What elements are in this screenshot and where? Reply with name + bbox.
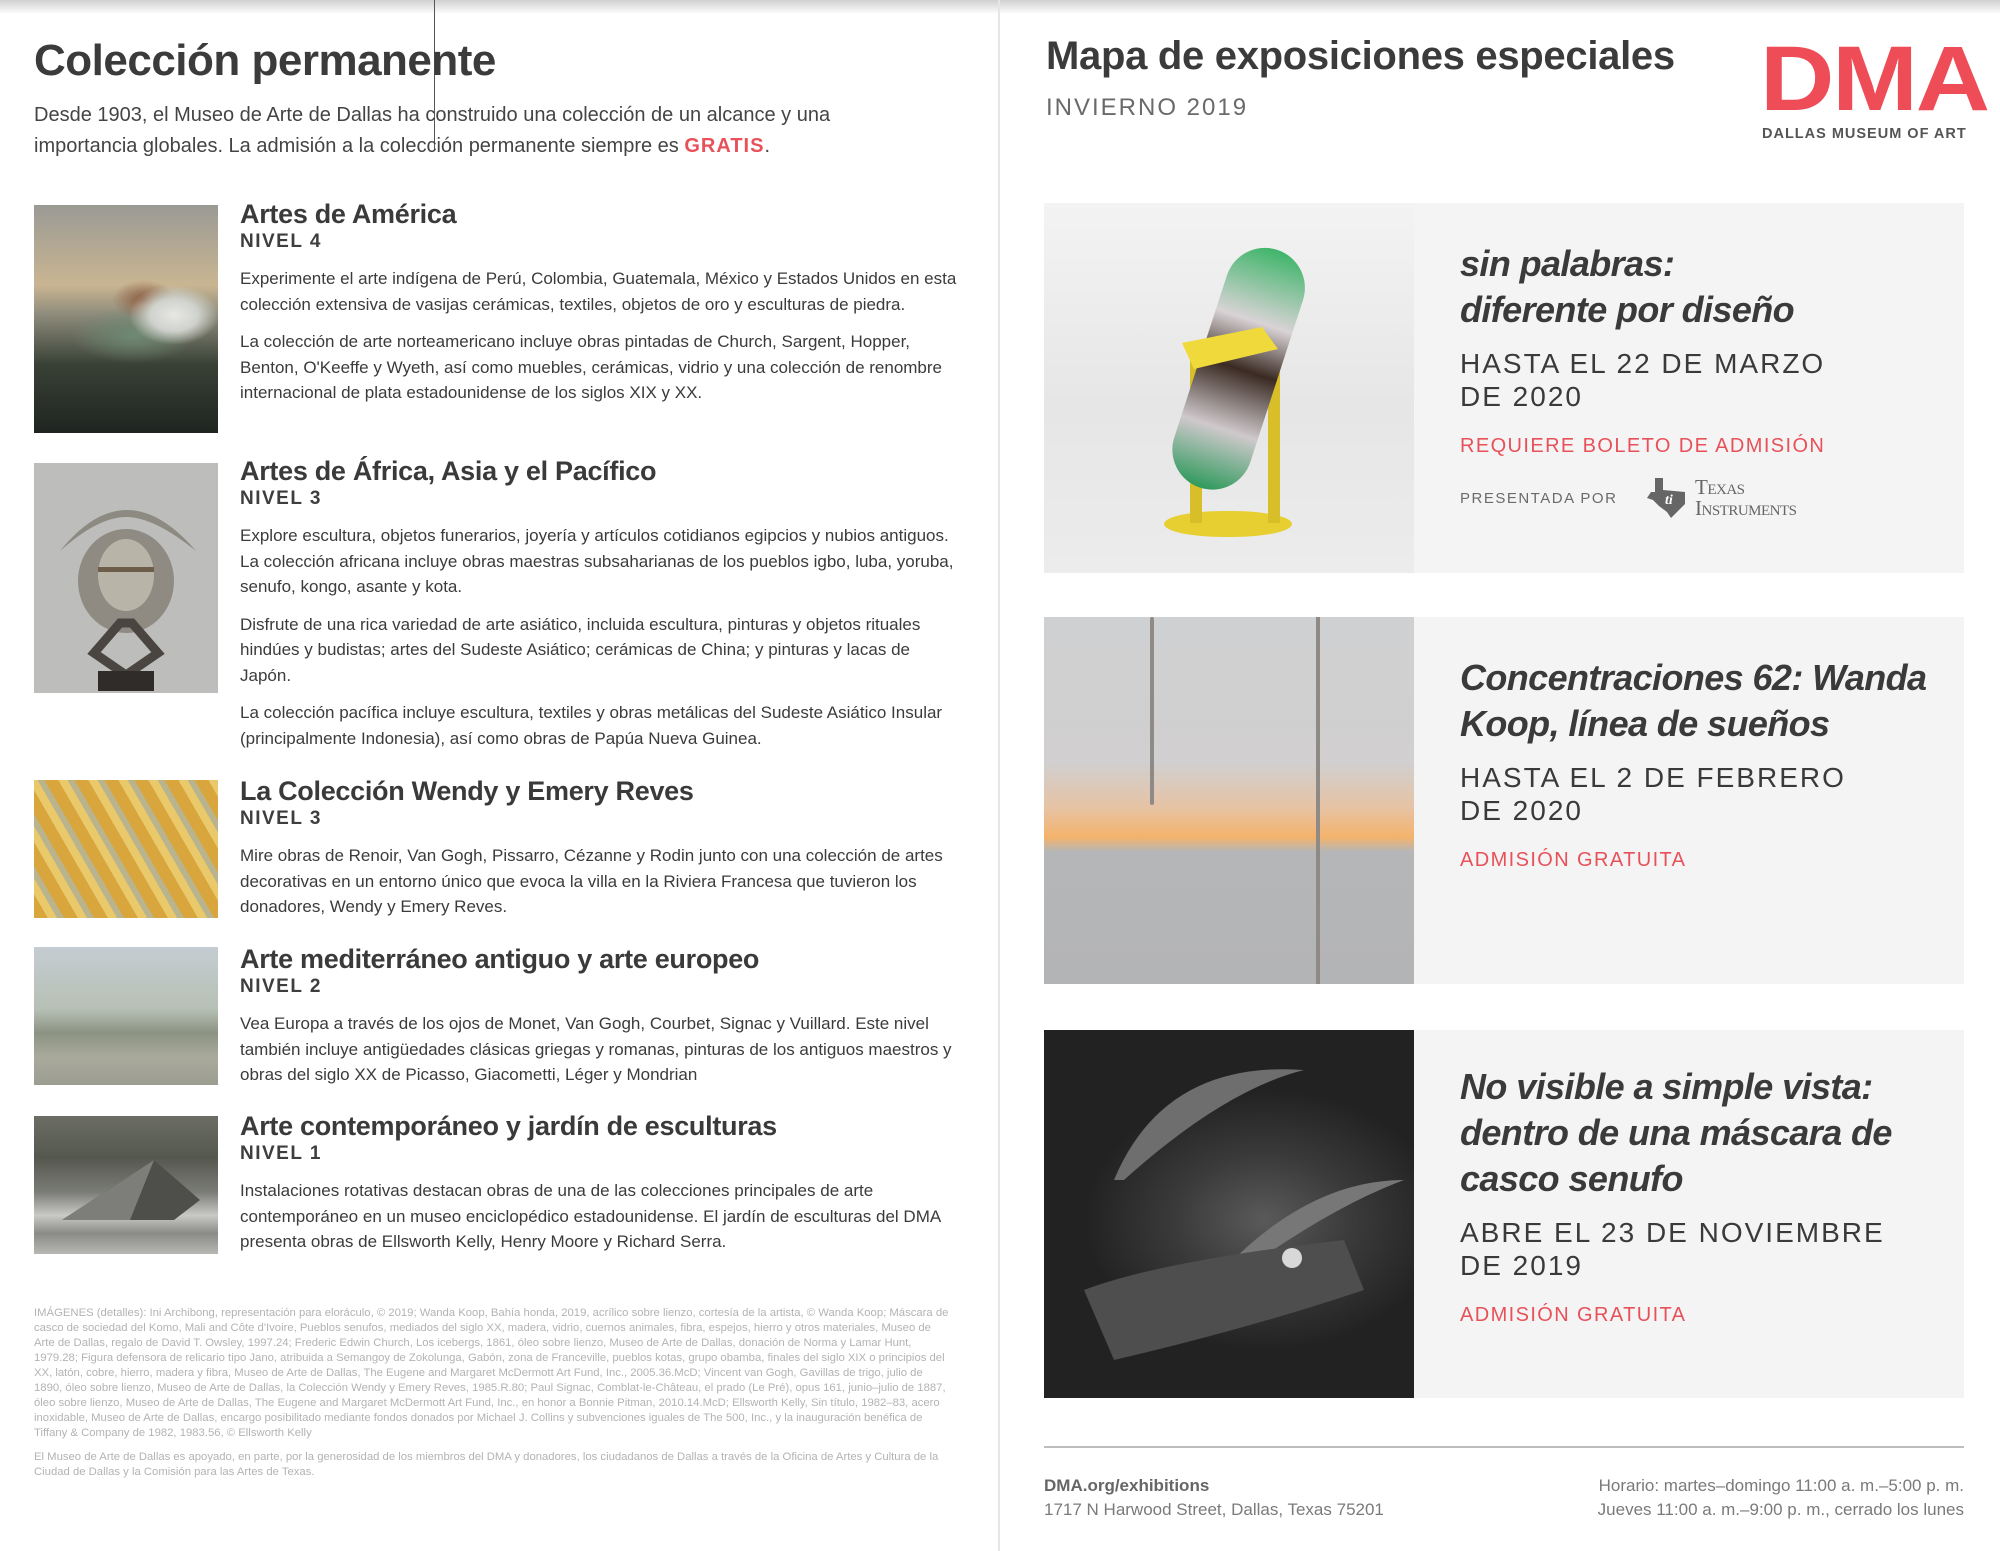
exhibition-card-senufo-mask: [1044, 1030, 1964, 1398]
section-paragraph: Disfrute de una rica variedad de arte asiático, incluida escultura, pinturas y objetos rituales hindúes y budistas; artes del Sudeste Asiático; cerámicas de China; y pinturas y lacas de Japón.: [240, 614, 921, 685]
page-fold: [998, 0, 1000, 1551]
capsule-sculpture-icon: [1044, 203, 1414, 573]
exhibition-title: [1460, 241, 1930, 333]
admission-label: REQUIERE BOLETO DE ADMISIÓN: [1460, 435, 1826, 457]
section-level: NIVEL 1: [240, 1143, 322, 1164]
logo-subtitle: DALLAS MUSEUM OF ART: [1762, 126, 1967, 142]
footer-divider: [1044, 1446, 1964, 1448]
exhibition-title-line: No visible a simple vista:: [1460, 1066, 1873, 1107]
exhibition-card-sin-palabras: [1044, 203, 1964, 573]
section-paragraph: Explore escultura, objetos funerarios, joyería y artículos cotidianos egipcios y nubios antiguos. La colección africana incluye obras maestras subsaharianas de los pueblos igbo, luba, yoruba, senufo, kongo, asante y kota.: [240, 526, 954, 596]
section-level: NIVEL 2: [240, 976, 322, 997]
section-paragraph: Mire obras de Renoir, Van Gogh, Pissarro, Cézanne y Rodin junto con una colección de artes decorativas en un entorno único que evoca la villa en la Riviera Francesa que tuvieron los donadores, Wendy y Emery Reves.: [240, 846, 943, 916]
sponsor-block: [1460, 476, 1930, 520]
thumb-wheat-sheaves-painting: [34, 780, 218, 918]
intro-end: .: [764, 135, 770, 157]
exhibition-date: [1460, 761, 1930, 827]
address: 1717 N Harwood Street, Dallas, Texas 75201: [1044, 1500, 1384, 1519]
scan-top-shadow: [0, 0, 2000, 14]
permanent-collection-intro: [34, 100, 934, 162]
hours-line: Jueves 11:00 a. m.–9:00 p. m., cerrado los lunes: [1597, 1500, 1964, 1519]
exhibition-title-line: diferente por diseño: [1460, 289, 1795, 330]
section-title: Arte mediterráneo antiguo y arte europeo: [240, 944, 760, 974]
support-text: El Museo de Arte de Dallas es apoyado, en parte, por la generosidad de los miembros del DMA y donadores, los ciudadanos de Dallas a través de la Oficina de Artes y Cultura de la Ciudad de Dallas y la Comisión para las Artes de Texas.: [34, 1451, 939, 1478]
section-africa-asia-pacific: [240, 455, 960, 751]
season-label: INVIERNO 2019: [1046, 94, 1249, 121]
date-line: DE 2019: [1460, 1250, 1583, 1281]
section-paragraph: Instalaciones rotativas destacan obras de una de las colecciones principales de arte contemporáneo en un museo enciclopédico estadounidense. El jardín de esculturas del DMA presenta obras de Ellsworth Kelly, Henry Moore y Richard Serra.: [240, 1181, 941, 1251]
section-title: Arte contemporáneo y jardín de esculturas: [240, 1111, 777, 1141]
exhibition-text: [1460, 241, 1930, 520]
date-line: HASTA EL 2 DE FEBRERO: [1460, 762, 1846, 793]
sponsor-name-line: Instruments: [1695, 496, 1797, 520]
section-americas: [240, 198, 960, 406]
dma-logo: [1760, 28, 1988, 142]
section-level: NIVEL 4: [240, 231, 322, 252]
thumb-icebergs-painting: [34, 205, 218, 433]
exhibition-text: [1460, 1064, 1930, 1327]
footer-contact: [1044, 1474, 1384, 1522]
section-paragraph: Vea Europa a través de los ojos de Monet, Van Gogh, Courbet, Signac y Vuillard. Este nivel también incluye antigüedades clásicas griegas y romanas, pinturas de los antiguos maestros y obras del siglo XX de Picasso, Giacometti, Léger y Mondrian: [240, 1014, 952, 1084]
exhibition-text: [1460, 655, 1930, 872]
exhibition-title-line: Concentraciones 62: Wanda: [1460, 657, 1927, 698]
horizon-painting-lines: [1044, 617, 1414, 984]
section-paragraph: La colección pacífica incluye escultura, textiles y obras metálicas del Sudeste Asiático Insular (principalmente Indonesia), así como obras de Papúa Nueva Guinea.: [240, 703, 943, 748]
exhibition-title-line: dentro de una máscara de: [1460, 1112, 1892, 1153]
exhibition-image-mask: [1044, 1030, 1414, 1398]
texas-instruments-logo: [1645, 476, 1797, 520]
section-mediterranean-european: [240, 943, 960, 1088]
hours-line: Horario: martes–domingo 11:00 a. m.–5:00 p. m.: [1598, 1476, 1964, 1495]
thumb-reliquary-figure: [34, 463, 218, 693]
date-line: DE 2020: [1460, 381, 1583, 412]
thumb-signac-meadow-painting: [34, 947, 218, 1085]
section-level: NIVEL 3: [240, 488, 322, 509]
exhibition-title-line: sin palabras:: [1460, 243, 1675, 284]
special-exhibitions-title: Mapa de exposiciones especiales: [1046, 34, 1675, 78]
exhibition-title-line: Koop, línea de sueños: [1460, 703, 1830, 744]
svg-text:ti: ti: [1665, 493, 1673, 508]
thumb-kelly-sculpture: [34, 1116, 218, 1254]
section-level: NIVEL 3: [240, 808, 322, 829]
sculpture-icon: [34, 1116, 218, 1254]
free-label: GRATIS: [684, 135, 765, 157]
section-title: La Colección Wendy y Emery Reves: [240, 776, 694, 806]
exhibition-image-horizon: [1044, 617, 1414, 984]
admission-label: ADMISIÓN GRATUITA: [1460, 1304, 1687, 1326]
section-title: Artes de África, Asia y el Pacífico: [240, 456, 657, 486]
helmet-mask-icon: [1044, 1030, 1414, 1398]
website-link[interactable]: DMA.org/exhibitions: [1044, 1476, 1210, 1495]
reliquary-figure-icon: [34, 463, 218, 693]
credits-text: IMÁGENES (detalles): Ini Archibong, representación para eloráculo, © 2019; Wanda Koop, Bahía honda, 2019, acrílico sobre lienzo, cortesía de la artista, © Wanda Koop; Máscara de casco de sociedad del Komo, Mali and Côte d'Ivoire, Pueblos senufos, mediados del siglo XX, madera, vidrio, cuernos animales, fibra, espejos, hierro y otros materiales, Museo de Arte de Dallas, regalo de David T. Owsley, 1997.24; Frederic Edwin Church, Los icebergs, 1861, óleo sobre lienzo, Museo de Arte de Dallas, donación de Norma y Lamar Hunt, 1979.28; Figura defensora de relicario tipo Jano, atribuida a Semangoy de Zokolunga, Gabón, zona de Franceville, pueblos kotas, grupo obamba, finales del siglo XIX o principios del XX, latón, cobre, hierro, madera y fibra, Museo de Arte de Dallas, The Eugene and Margaret McDermott Art Fund, Inc., 2005.36.McD; Vincent van Gogh, Gavillas de trigo, julio de 1890, óleo sobre lienzo, Museo de Arte de Dallas, la Colección Wendy y Emery Reves, 1985.R.80; Paul Signac, Comblat-le-Château, el prado (Le Pré), opus 161, junio–julio de 1887, óleo sobre lienzo, Museo de Arte de Dallas, The Eugene and Margaret McDermott Art Fund, Inc., en honor a Bonnie Pitman, 2010.14.McD; Ellsworth Kelly, Sin título, 1982–83, acero inoxidable, Museo de Arte de Dallas, encargo posibilitado mediante fondos donados por Michael J. Collins y subvenciones iguales de The 500, Inc., y la inauguración benéfica de Tiffany & Company de 1982, 1983.56, © Ellsworth Kelly: [34, 1307, 949, 1439]
date-line: DE 2020: [1460, 795, 1583, 826]
texas-state-icon: [1645, 476, 1689, 520]
exhibition-date: [1460, 347, 1930, 413]
exhibition-image-capsule: [1044, 203, 1414, 573]
section-paragraph: Experimente el arte indígena de Perú, Colombia, Guatemala, México y Estados Unidos en esta colección extensiva de vasijas cerámicas, textiles, objetos de oro y esculturas de piedra.: [240, 269, 957, 314]
section-title: Artes de América: [240, 199, 457, 229]
exhibition-date: [1460, 1216, 1930, 1282]
logo-mark: DMA: [1760, 28, 1988, 130]
date-line: ABRE EL 23 DE NOVIEMBRE: [1460, 1217, 1885, 1248]
presented-by-label: PRESENTADA POR: [1460, 489, 1618, 507]
date-line: HASTA EL 22 DE MARZO: [1460, 348, 1826, 379]
permanent-collection-title: Colección permanente: [34, 36, 496, 85]
exhibition-title: [1460, 1064, 1930, 1202]
sponsor-name-line: Texas: [1695, 475, 1745, 499]
exhibition-title-line: casco senufo: [1460, 1158, 1683, 1199]
intro-text: Desde 1903, el Museo de Arte de Dallas ha construido una colección de un alcance y una importancia globales. La admisión a la colección permanente siempre es: [34, 104, 831, 157]
section-reves-collection: [240, 775, 960, 920]
exhibition-title: [1460, 655, 1930, 747]
section-contemporary: [240, 1110, 960, 1255]
exhibition-card-wanda-koop: [1044, 617, 1964, 984]
footer-hours: [1598, 1474, 1964, 1522]
section-paragraph: La colección de arte norteamericano incluye obras pintadas de Church, Sargent, Hopper, Benton, O'Keeffe y Wyeth, así como muebles, cerámicas, vidrio y una colección de renombre internacional de plata estadounidense de los siglos XIX y XX.: [240, 332, 943, 402]
admission-label: ADMISIÓN GRATUITA: [1460, 849, 1687, 871]
image-credits: [34, 1306, 954, 1480]
